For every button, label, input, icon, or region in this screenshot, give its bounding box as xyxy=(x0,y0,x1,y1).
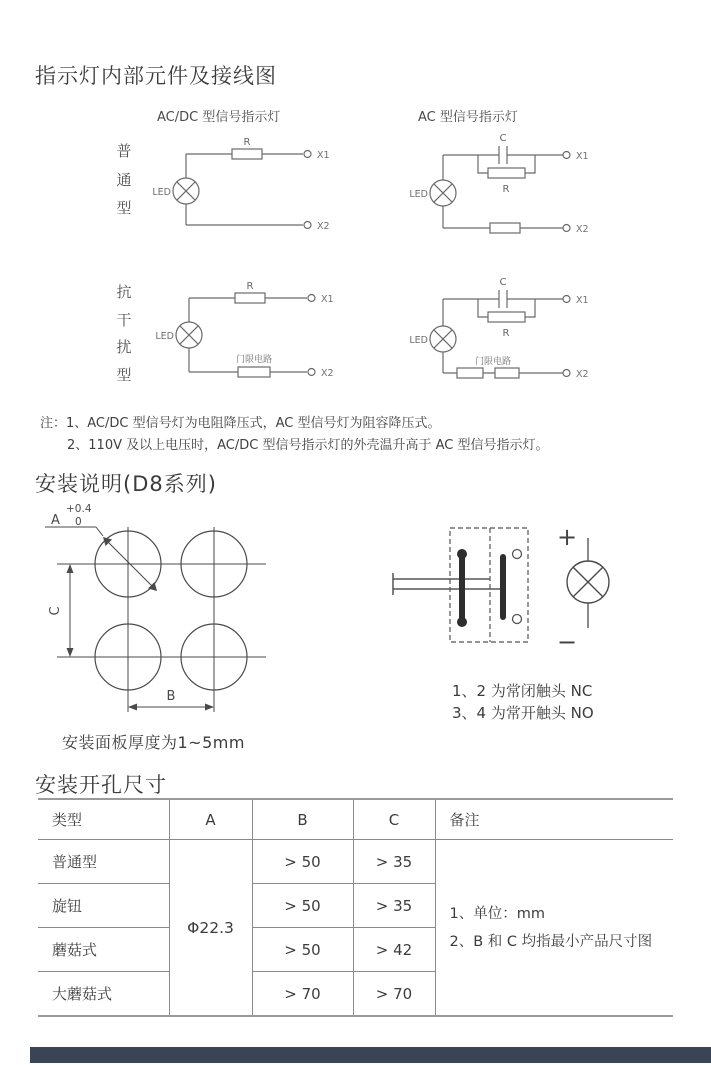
circuit-anti-ac xyxy=(430,290,570,378)
col-header-a: A xyxy=(169,799,252,840)
terminal-x1-label: X1 xyxy=(576,295,589,306)
cell-a-merged: Φ22.3 xyxy=(169,840,252,1017)
led-label: LED xyxy=(409,335,428,346)
row-label-char: 型 xyxy=(116,365,132,384)
resistor-label: R xyxy=(246,281,254,292)
contact-notes xyxy=(452,680,594,724)
terminal-x2-label: X2 xyxy=(576,369,589,380)
plus-sign: + xyxy=(556,523,578,551)
minus-sign: − xyxy=(556,628,578,656)
cell-b: > 50 xyxy=(252,928,353,972)
capacitor-label: C xyxy=(499,133,507,144)
panel-thickness-note: 安装面板厚度为1~5mm xyxy=(62,733,245,752)
lamp-symbol xyxy=(567,561,609,603)
cell-b: > 50 xyxy=(252,840,353,884)
terminal-x2-label: X2 xyxy=(321,368,334,379)
row-label-ordinary xyxy=(115,140,133,226)
cell-type: 蘑菇式 xyxy=(38,928,169,972)
contact-note-no: 3、4 为常开触头 NO xyxy=(452,704,594,722)
col-header-type: 类型 xyxy=(38,799,169,840)
terminal-x2-label: X2 xyxy=(317,221,330,232)
cell-c: > 35 xyxy=(353,840,435,884)
column-header-acdc: AC/DC 型信号指示灯 xyxy=(157,110,281,125)
threshold-circuit-label: 门限电路 xyxy=(235,355,273,365)
table-header-row xyxy=(38,799,673,840)
contact-diagram xyxy=(393,523,609,656)
dim-a-label: A xyxy=(51,513,60,528)
circuit-anti-acdc xyxy=(176,293,315,377)
resistor-label: R xyxy=(502,184,510,195)
contact-note-nc: 1、2 为常闭触头 NC xyxy=(452,682,593,700)
row-label-anti-interference xyxy=(115,281,133,391)
hole-dimensions-table xyxy=(38,798,673,1017)
cell-c: > 42 xyxy=(353,928,435,972)
mounting-drawing xyxy=(45,527,266,712)
dim-c-label: C xyxy=(48,606,63,616)
column-header-ac: AC 型信号指示灯 xyxy=(418,110,518,125)
cell-c: > 35 xyxy=(353,884,435,928)
wiring-note-2: 2、110V 及以上电压时，AC/DC 型信号指示灯的外壳温升高于 AC 型信号指示灯。 xyxy=(67,438,549,453)
remark-line-2: 2、B 和 C 均指最小产品尺寸图 xyxy=(449,933,653,950)
cell-type: 旋钮 xyxy=(38,884,169,928)
footer-band xyxy=(30,1047,711,1063)
cell-type: 普通型 xyxy=(38,840,169,884)
dim-a-tol-plus: +0.4 xyxy=(66,503,92,515)
led-label: LED xyxy=(152,187,171,198)
page-title-install: 安装说明(D8系列) xyxy=(35,472,217,496)
dim-a-tol-zero: 0 xyxy=(75,516,82,528)
led-label: LED xyxy=(409,189,428,200)
resistor-label: R xyxy=(502,328,510,339)
capacitor-label: C xyxy=(499,277,507,288)
cell-b: > 70 xyxy=(252,972,353,1017)
threshold-circuit-label: 门限电路 xyxy=(474,357,512,367)
terminal-x1-label: X1 xyxy=(321,294,334,305)
row-label-char: 扰 xyxy=(116,338,132,356)
led-symbol xyxy=(430,326,456,352)
remark-line-1: 1、单位：mm xyxy=(449,905,545,922)
row-label-char: 干 xyxy=(116,310,132,329)
mounting-arrowheads xyxy=(67,537,215,711)
circuit-ordinary-acdc xyxy=(173,149,311,229)
row-label-char: 通 xyxy=(116,170,132,189)
cell-b: > 50 xyxy=(252,884,353,928)
col-header-b: B xyxy=(252,799,353,840)
terminal-x2-label: X2 xyxy=(576,224,589,235)
row-label-char: 抗 xyxy=(116,283,132,301)
terminal-x1-label: X1 xyxy=(317,150,330,161)
cell-type: 大蘑菇式 xyxy=(38,972,169,1017)
terminal-x1-label: X1 xyxy=(576,151,589,162)
resistor-label: R xyxy=(243,137,251,148)
led-label: LED xyxy=(155,331,174,342)
col-header-c: C xyxy=(353,799,435,840)
dim-b-label: B xyxy=(166,689,176,704)
table-row xyxy=(38,840,673,884)
cell-c: > 70 xyxy=(353,972,435,1017)
row-label-char: 型 xyxy=(116,199,132,217)
led-symbol xyxy=(430,180,456,206)
page-title-holes: 安装开孔尺寸 xyxy=(35,773,167,797)
cell-remark-merged xyxy=(435,840,673,1017)
col-header-remark: 备注 xyxy=(435,799,673,840)
page-title-wiring: 指示灯内部元件及接线图 xyxy=(35,64,277,88)
wiring-note-1: 注：1、AC/DC 型信号灯为电阻降压式，AC 型信号灯为阻容降压式。 xyxy=(40,416,441,431)
row-label-char: 普 xyxy=(116,142,132,160)
circuit-ordinary-ac xyxy=(430,146,570,233)
led-symbol xyxy=(176,322,202,348)
led-symbol xyxy=(173,178,199,204)
